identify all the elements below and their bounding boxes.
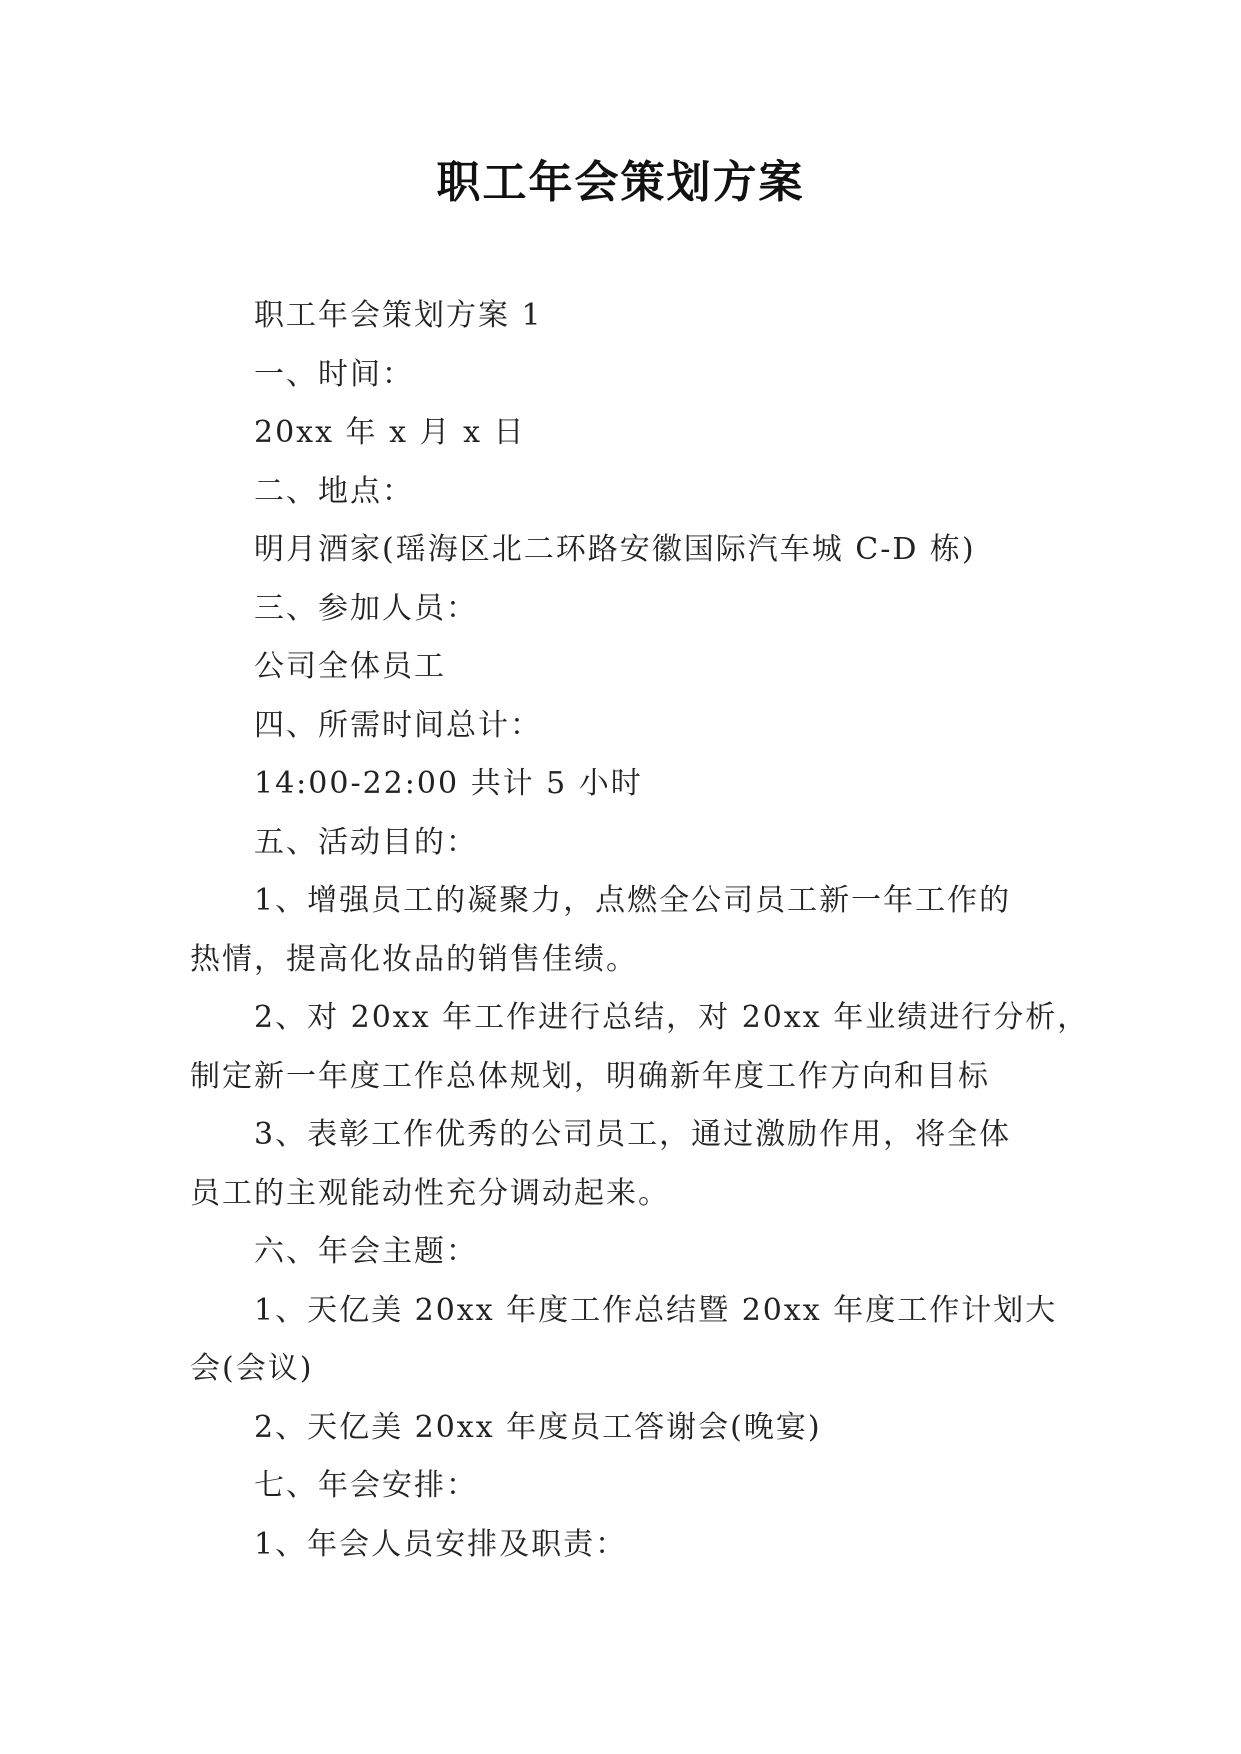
section-heading-purpose: 五、活动目的：: [254, 824, 478, 860]
purpose-item-3-line-2: 员工的主观能动性充分调动起来。: [190, 1175, 670, 1211]
section-heading-plan-1: 职工年会策划方案 1: [254, 298, 543, 333]
section-heading-duration: 四、所需时间总计：: [254, 707, 542, 743]
document-title: 职工年会策划方案: [436, 157, 805, 208]
theme-item-2: 2、天亿美 20xx 年度员工答谢会(晚宴): [254, 1409, 822, 1445]
purpose-item-3-line-1: 3、表彰工作优秀的公司员工，通过激励作用，将全体: [254, 1117, 1012, 1152]
document-body: [190, 287, 1090, 1574]
participants-value: 公司全体员工: [254, 649, 446, 684]
section-heading-arrangement: 七、年会安排：: [254, 1468, 478, 1503]
purpose-item-2-line-1: 2、对 20xx 年工作进行总结，对 20xx 年业绩进行分析，: [254, 1000, 1090, 1035]
theme-item-1-line-1: 1、天亿美 20xx 年度工作总结暨 20xx 年度工作计划大: [254, 1292, 1058, 1328]
section-heading-theme: 六、年会主题：: [254, 1234, 478, 1269]
section-heading-location: 二、地点：: [254, 473, 414, 509]
duration-value: 14:00-22:00 共计 5 小时: [254, 766, 643, 801]
purpose-item-1-line-2: 热情，提高化妆品的销售佳绩。: [190, 941, 638, 977]
section-heading-time: 一、时间：: [254, 356, 414, 392]
time-value: 20xx 年 x 月 x 日: [254, 415, 526, 450]
location-value: 明月酒家(瑶海区北二环路安徽国际汽车城 C-D 栋): [254, 532, 976, 567]
purpose-item-2-line-2: 制定新一年度工作总体规划，明确新年度工作方向和目标: [190, 1058, 990, 1094]
theme-item-1-line-2: 会(会议): [190, 1351, 314, 1386]
section-heading-participants: 三、参加人员：: [254, 590, 478, 626]
purpose-item-1-line-1: 1、增强员工的凝聚力，点燃全公司员工新一年工作的: [254, 883, 1012, 918]
arrangement-item-1: 1、年会人员安排及职责：: [254, 1526, 628, 1562]
